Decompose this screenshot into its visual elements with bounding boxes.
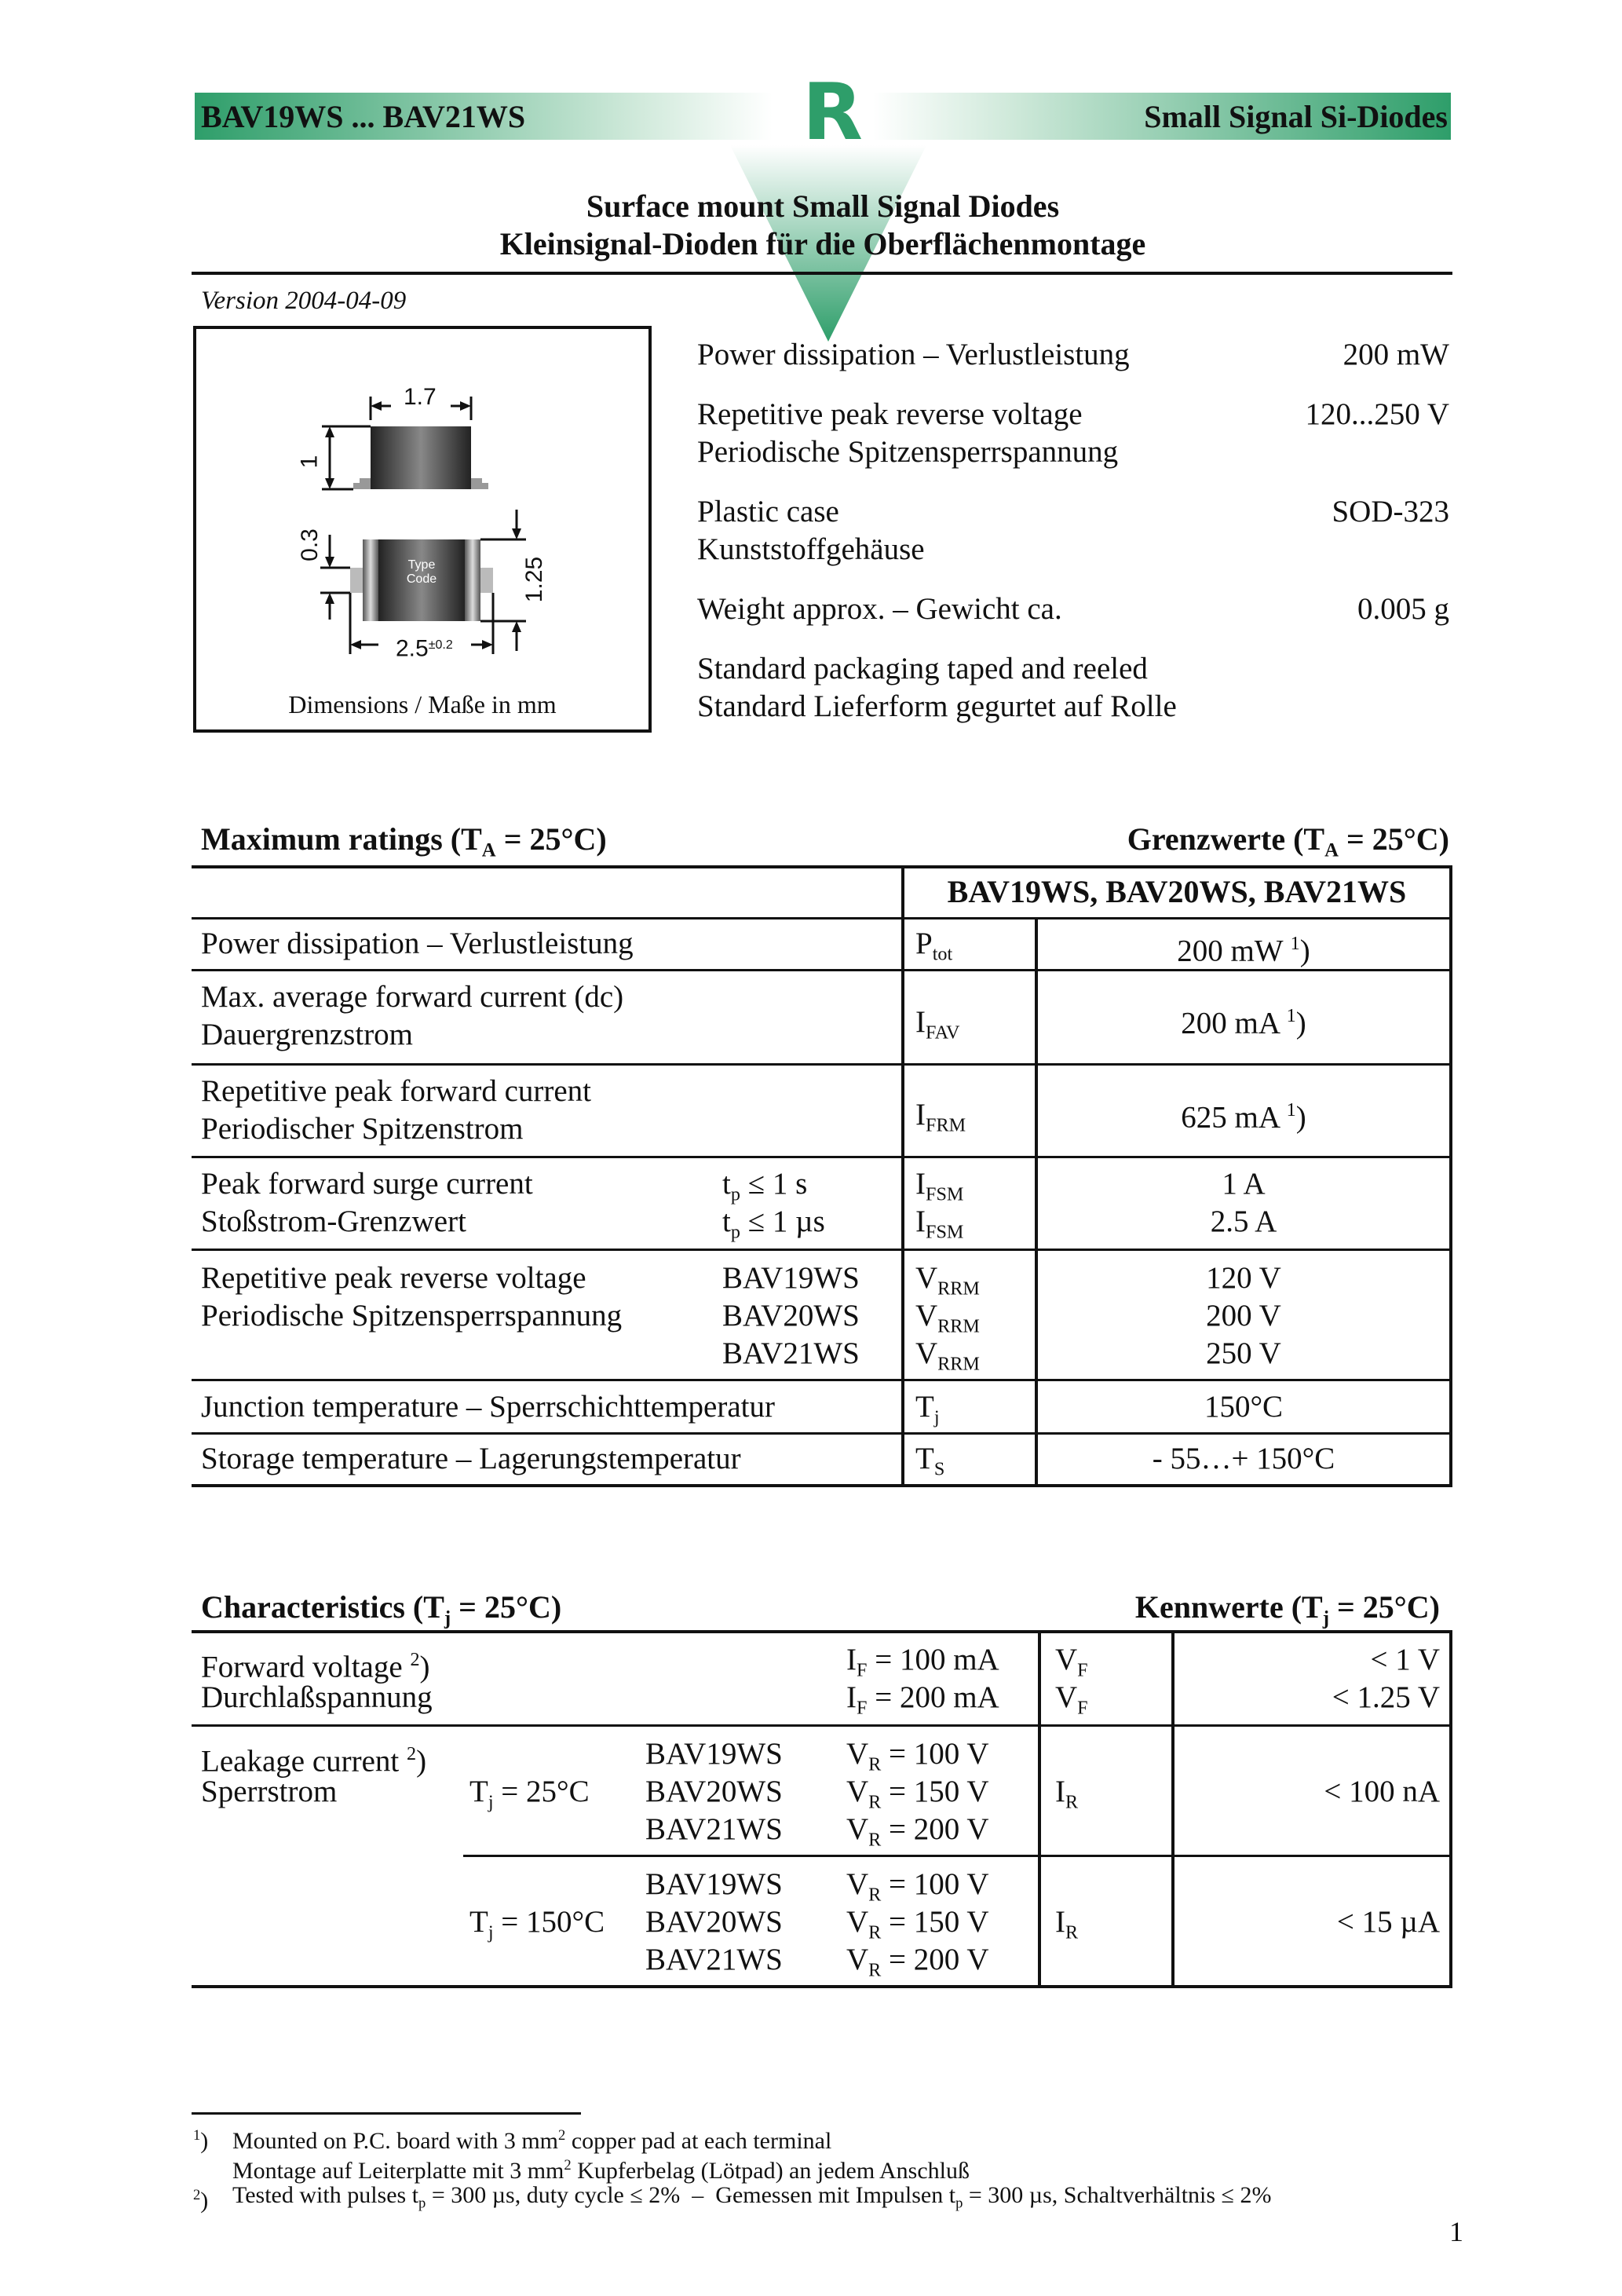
mr-ifav-note: 1 xyxy=(1286,1005,1296,1026)
ch-fw-c1-tail: = 100 mA xyxy=(867,1643,999,1676)
ch-fw-c2-sub: F xyxy=(857,1697,868,1719)
ch-lk-t1-sub: j xyxy=(488,1791,494,1813)
mr-vrrm-value-3: 250 V xyxy=(1206,1336,1281,1370)
page-title-line2: Kleinsignal-Dioden für die Oberflächenmontage xyxy=(499,226,1146,261)
mr-rule-6 xyxy=(192,1379,1452,1381)
mr-ifsm-sym2: I xyxy=(915,1205,926,1238)
ch-fw-s2: V xyxy=(1055,1680,1078,1714)
mr-ifav-value: 200 mA $^1$) xyxy=(1181,1005,1306,1040)
mr-ifsm-sym2-sub: FSM xyxy=(926,1221,964,1243)
ch-fw-s1-sub: F xyxy=(1077,1659,1088,1681)
ch-forward-label1: Forward voltage $^2$) xyxy=(201,1649,430,1684)
ch-lk-note: 2 xyxy=(407,1743,417,1764)
mr-ifsm-cond2 xyxy=(722,1203,825,1251)
mr-vrrm-sym2: V xyxy=(915,1299,938,1333)
spec-packaging-label2: Standard Lieferform gegurtet auf Rolle xyxy=(697,689,1177,723)
grenzwerte-title-tail: = 25°C) xyxy=(1339,821,1449,857)
char-title-text: Characteristics (T xyxy=(201,1589,444,1625)
mr-ifsm-sym1: I xyxy=(915,1167,926,1201)
mr-rule-3 xyxy=(192,1063,1452,1066)
mr-ifsm-c1-sub: p xyxy=(730,1183,740,1205)
header-right-title: Small Signal Si-Diodes xyxy=(1144,99,1448,134)
ch-leak-g1-type-1: BAV19WS xyxy=(645,1737,783,1771)
ch-fw-s2-sub: F xyxy=(1077,1697,1088,1719)
mr-vrrm-value-1: 120 V xyxy=(1206,1261,1281,1295)
mr-ifav-label2: Dauergrenzstrom xyxy=(201,1018,414,1051)
ch-g1-c1-tail: = 100 V xyxy=(881,1737,989,1771)
ch-fw-c1: I xyxy=(846,1643,857,1676)
mr-vrrm-sym3: V xyxy=(915,1336,938,1370)
footnote-2-mark: $^2$) xyxy=(193,2187,209,2214)
spec-power-value: 200 mW xyxy=(1343,338,1449,371)
fn2-b: = 300 µs, duty cycle ≤ 2% – Gemessen mit Impulsen t xyxy=(426,2182,956,2208)
dim-total-tol: ±0.2 xyxy=(428,638,453,652)
package-drawing xyxy=(196,329,648,675)
mr-ptot-symbol xyxy=(915,925,952,973)
ch-g2-c3-sub: R xyxy=(868,1959,882,1981)
mr-vrrm-type-1: BAV19WS xyxy=(722,1261,860,1295)
mr-ifav-label1: Max. average forward current (dc) xyxy=(201,980,624,1014)
mr-ifsm-label1: Peak forward surge current xyxy=(201,1167,533,1201)
mr-ifsm-c2: t xyxy=(722,1205,731,1238)
ch-g2-c2: V xyxy=(846,1905,869,1939)
ch-g2-c2-tail: = 150 V xyxy=(881,1905,989,1939)
ch-fw-c2-tail: = 200 mA xyxy=(867,1680,999,1714)
grenzwerte-title xyxy=(1127,820,1449,871)
mr-ifav-val: 200 mA xyxy=(1181,1006,1279,1040)
fn2-a-sub: p xyxy=(418,2195,426,2212)
version: Version 2004-04-09 xyxy=(201,287,407,315)
ch-leak-g1-symbol xyxy=(1055,1773,1078,1821)
ch-leak-g1-type-2: BAV20WS xyxy=(645,1775,783,1808)
ch-vline-a xyxy=(1038,1632,1041,1987)
ch-leak-g2-value: < 15 µA xyxy=(1336,1905,1440,1939)
dim-body: 1.25 xyxy=(521,556,548,603)
ch-g2-c1-tail: = 100 V xyxy=(881,1867,989,1901)
page-number: 1 xyxy=(1449,2216,1463,2247)
dim-height-top: 1 xyxy=(296,455,323,469)
mr-ifrm-label1: Repetitive peak forward current xyxy=(201,1074,592,1108)
ch-fw-c1-sub: F xyxy=(857,1659,868,1681)
header-left-title: BAV19WS ... BAV21WS xyxy=(201,99,526,134)
char-title-sub: j xyxy=(444,1607,451,1629)
mr-vrrm-value-2: 200 V xyxy=(1206,1299,1281,1333)
mr-vrrm-sym3-sub: RRM xyxy=(937,1353,980,1375)
mr-vrrm-sym1-sub: RRM xyxy=(937,1278,980,1300)
max-ratings-title xyxy=(201,820,607,871)
char-title-tail: = 25°C) xyxy=(451,1589,562,1625)
mr-vrrm-sym1: V xyxy=(915,1261,938,1295)
fn1-l2-tail: Kupferbelag (Lötpad) an jedem Anschluß xyxy=(571,2158,970,2184)
mr-ptot-sym-sub: tot xyxy=(932,943,953,965)
dim-width-top: 1.7 xyxy=(404,384,437,410)
mr-ifrm-sym-sub: FRM xyxy=(926,1114,966,1136)
ch-forward-cond-2 xyxy=(846,1679,999,1727)
mr-vrrm-type-3: BAV21WS xyxy=(722,1336,860,1370)
max-ratings-title-tail: = 25°C) xyxy=(495,821,607,857)
ch-lk-t2: T xyxy=(469,1905,488,1939)
fn1-l2-sup: 2 xyxy=(564,2157,572,2174)
mr-ifrm-symbol xyxy=(915,1096,966,1144)
spec-weight-label: Weight approx. – Gewicht ca. xyxy=(697,592,1062,626)
mr-tj-sym: T xyxy=(915,1390,934,1424)
type-code-line2: Code xyxy=(406,572,437,586)
ch-g1-s-sub: R xyxy=(1065,1791,1079,1813)
ch-leak-g1-value: < 100 nA xyxy=(1324,1775,1440,1808)
mr-ts-symbol xyxy=(915,1440,944,1488)
grenzwerte-title-text: Grenzwerte (T xyxy=(1127,821,1325,857)
ch-g2-c3: V xyxy=(846,1943,869,1976)
ch-fw-s1: V xyxy=(1055,1643,1078,1676)
type-code-label xyxy=(382,558,462,587)
ch-g1-c3-tail: = 200 V xyxy=(881,1812,989,1846)
ch-g1-c2-sub: R xyxy=(868,1791,882,1813)
ch-g1-s: I xyxy=(1055,1775,1065,1808)
mr-vline-c xyxy=(1449,867,1452,1486)
ch-lk-t2-sub: j xyxy=(488,1921,494,1943)
page-title-line1: Surface mount Small Signal Diodes xyxy=(586,188,1060,224)
grenzwerte-title-sub: A xyxy=(1324,839,1339,861)
type-code-line1: Type xyxy=(407,558,436,572)
footnote-1-mark: $^1$) xyxy=(193,2127,209,2155)
kennwerte-title-tail: = 25°C) xyxy=(1329,1589,1440,1625)
ch-g1-c1-sub: R xyxy=(868,1753,882,1775)
ch-leakage-temp-150 xyxy=(469,1903,605,1951)
footnote-2-text xyxy=(232,2180,1272,2220)
ch-leak-g1-type-3: BAV21WS xyxy=(645,1812,783,1846)
mr-ifrm-label2: Periodischer Spitzenstrom xyxy=(201,1112,524,1146)
ch-g1-c3-sub: R xyxy=(868,1829,882,1851)
mr-ptot-label: Power dissipation – Verlustleistung xyxy=(201,927,634,960)
spec-power-label: Power dissipation – Verlustleistung xyxy=(697,338,1130,371)
mr-ifrm-val: 625 mA xyxy=(1181,1100,1279,1135)
mr-ts-sym-sub: S xyxy=(933,1458,945,1480)
mr-ptot-value: 200 mW $^1$) xyxy=(1177,933,1310,968)
mr-ifsm-symbol2 xyxy=(915,1203,963,1251)
spec-vrrm-label2: Periodische Spitzensperrspannung xyxy=(697,435,1119,469)
mr-ts-sym: T xyxy=(915,1442,934,1475)
mr-tj-label: Junction temperature – Sperrschichttemperatur xyxy=(201,1390,775,1424)
ch-g2-c1-sub: R xyxy=(868,1884,882,1906)
mr-ifav-symbol xyxy=(915,1004,959,1051)
ch-fw-l1: Forward voltage xyxy=(201,1650,411,1684)
ch-lk-l1: Leakage current xyxy=(201,1744,407,1779)
ch-lk-t2-tail: = 150°C xyxy=(493,1905,605,1939)
spec-case-value: SOD-323 xyxy=(1332,495,1449,528)
ch-g1-c1: V xyxy=(846,1737,869,1771)
dim-lead: 0.3 xyxy=(296,528,323,561)
dim-total-value: 2.5 xyxy=(396,635,429,662)
mr-ifsm-value2: 2.5 A xyxy=(1210,1205,1277,1238)
ch-leakage-label1: Leakage current $^2$) xyxy=(201,1743,427,1779)
mr-ifrm-value: 625 mA $^1$) xyxy=(1181,1099,1306,1135)
fn1-l1-tail: copper pad at each terminal xyxy=(565,2128,832,2155)
mr-rule-1 xyxy=(192,917,1452,919)
dimension-figure xyxy=(193,326,652,733)
dim-total xyxy=(396,632,453,663)
mr-vrrm-label2: Periodische Spitzensperrspannung xyxy=(201,1299,623,1333)
mr-ifsm-c2-tail: ≤ 1 µs xyxy=(740,1205,825,1238)
ch-vline-b xyxy=(1171,1632,1174,1987)
ch-rule-1 xyxy=(192,1724,1452,1727)
mr-rule-8 xyxy=(192,1484,1452,1487)
mr-vrrm-label1: Repetitive peak reverse voltage xyxy=(201,1261,586,1295)
mr-ifrm-note: 1 xyxy=(1286,1099,1296,1121)
mr-rule-0 xyxy=(192,865,1452,868)
ch-g2-c1: V xyxy=(846,1867,869,1901)
mr-ifsm-c1-tail: ≤ 1 s xyxy=(740,1167,808,1201)
figure-caption: Dimensions / Maße in mm xyxy=(288,690,557,718)
mr-ifsm-sym1-sub: FSM xyxy=(926,1183,964,1205)
fn1-l1-sup: 2 xyxy=(558,2127,566,2144)
title-rule xyxy=(192,272,1452,275)
ch-leak-g2-type-1: BAV19WS xyxy=(645,1867,783,1901)
mr-ptot-val: 200 mW xyxy=(1177,934,1283,968)
max-ratings-title-text: Maximum ratings (T xyxy=(201,821,482,857)
mr-ifsm-c2-sub: p xyxy=(730,1221,740,1243)
ch-lk-t1-tail: = 25°C xyxy=(493,1775,590,1808)
ch-forward-symbol-2 xyxy=(1055,1679,1088,1727)
mr-vline-a xyxy=(901,867,904,1486)
spec-case-label1: Plastic case xyxy=(697,495,839,528)
spec-packaging-label1: Standard packaging taped and reeled xyxy=(697,652,1148,686)
mr-tj-value: 150°C xyxy=(1204,1390,1284,1424)
fn1-l2: Montage auf Leiterplatte mit 3 mm xyxy=(232,2158,564,2184)
ch-g2-c3-tail: = 200 V xyxy=(881,1943,989,1976)
spec-case-label2: Kunststoffgehäuse xyxy=(697,532,925,566)
ch-lk-t1: T xyxy=(469,1775,488,1808)
ch-leak-g2-type-2: BAV20WS xyxy=(645,1905,783,1939)
mr-ts-value: - 55…+ 150°C xyxy=(1152,1442,1335,1475)
max-ratings-title-sub: A xyxy=(481,839,496,861)
ch-forward-value-2: < 1.25 V xyxy=(1332,1680,1440,1714)
ch-g1-c2-tail: = 150 V xyxy=(881,1775,989,1808)
kennwerte-title-text: Kennwerte (T xyxy=(1134,1589,1323,1625)
fn1-l1: Mounted on P.C. board with 3 mm xyxy=(232,2128,559,2155)
ch-rule-0 xyxy=(192,1630,1452,1633)
ch-leak-g1-cond-3 xyxy=(846,1811,989,1859)
mr-tj-sym-sub: j xyxy=(933,1406,940,1428)
mr-ifrm-sym: I xyxy=(915,1098,926,1132)
mr-ifsm-label2: Stoßstrom-Grenzwert xyxy=(201,1205,466,1238)
mr-ifav-sym-sub: FAV xyxy=(926,1022,960,1044)
mr-rule-7 xyxy=(192,1432,1452,1435)
mr-rule-4 xyxy=(192,1156,1452,1158)
ch-forward-value-1: < 1 V xyxy=(1370,1643,1440,1676)
fn2-a: Tested with pulses t xyxy=(232,2182,419,2208)
kennwerte-title-sub: j xyxy=(1322,1607,1329,1629)
ch-leak-g2-symbol xyxy=(1055,1903,1078,1951)
mr-vrrm-sym2-sub: RRM xyxy=(937,1315,980,1337)
mr-vrrm-symbol-3 xyxy=(915,1335,980,1383)
logo-letter: R xyxy=(802,66,864,158)
ch-leak-g2-type-3: BAV21WS xyxy=(645,1943,783,1976)
ch-leakage-temp-25 xyxy=(469,1773,590,1821)
ch-rule-3 xyxy=(192,1985,1452,1988)
spec-weight-value: 0.005 g xyxy=(1357,592,1449,626)
ch-fw-note: 2 xyxy=(410,1649,420,1670)
ch-g2-c2-sub: R xyxy=(868,1921,882,1943)
fn2-b-sub: p xyxy=(955,2195,963,2212)
mr-ts-label: Storage temperature – Lagerungstemperatur xyxy=(201,1442,741,1475)
ch-forward-label2: Durchlaßspannung xyxy=(201,1680,433,1714)
ch-leakage-label2: Sperrstrom xyxy=(201,1775,338,1808)
ch-g1-c2: V xyxy=(846,1775,869,1808)
ch-g1-c3: V xyxy=(846,1812,869,1846)
ch-vline-c xyxy=(1449,1632,1452,1987)
spec-vrrm-value: 120...250 V xyxy=(1305,397,1449,431)
fn2-c: = 300 µs, Schaltverhältnis ≤ 2% xyxy=(963,2182,1272,2208)
mr-ptot-sym: P xyxy=(915,927,933,960)
mr-ifav-sym: I xyxy=(915,1005,926,1039)
fn1-mark: 1 xyxy=(193,2127,201,2144)
mr-ifsm-c1: t xyxy=(722,1167,731,1201)
mr-ifsm-value1: 1 A xyxy=(1222,1167,1266,1201)
mr-vrrm-type-2: BAV20WS xyxy=(722,1299,860,1333)
spec-vrrm-label1: Repetitive peak reverse voltage xyxy=(697,397,1083,431)
mr-column-header: BAV19WS, BAV20WS, BAV21WS xyxy=(947,874,1407,909)
ch-fw-c2: I xyxy=(846,1680,857,1714)
footnote-rule xyxy=(192,2112,581,2115)
mr-tj-symbol xyxy=(915,1388,940,1436)
ch-leak-g2-cond-3 xyxy=(846,1941,989,1989)
ch-g2-s: I xyxy=(1055,1905,1065,1939)
mr-ptot-note: 1 xyxy=(1290,933,1300,954)
ch-g2-s-sub: R xyxy=(1065,1921,1079,1943)
fn2-mark: 2 xyxy=(193,2187,201,2203)
